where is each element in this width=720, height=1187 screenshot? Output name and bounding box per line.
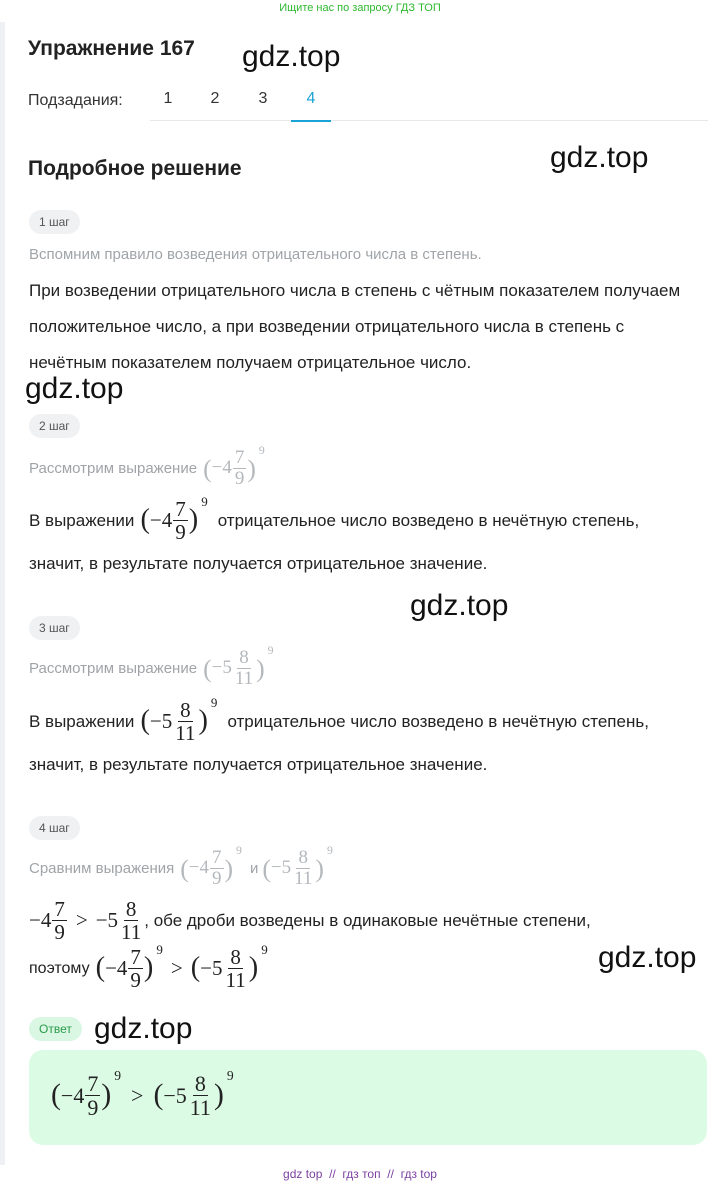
step-chip-4: 4 шаг <box>29 816 80 840</box>
answer-box <box>29 1050 707 1145</box>
watermark: gdz.top <box>410 589 509 622</box>
subtask-tab-2[interactable]: 2 <box>210 90 220 107</box>
answer-chip: Ответ <box>29 1017 82 1041</box>
watermark: gdz.top <box>25 372 124 405</box>
step-hint-2-text: Рассмотрим выражение <box>29 459 198 477</box>
step-hint-4 <box>29 844 333 889</box>
step-hint-4-and: и <box>249 859 259 877</box>
subtask-tab-3[interactable]: 3 <box>258 90 268 107</box>
subtask-tab-1[interactable]: 1 <box>163 90 173 107</box>
footer-links[interactable]: gdz top // гдз топ // гдз top <box>283 1167 437 1181</box>
math-expr-a: ( − 4 $\frac{7}{9}$ ) 9 <box>140 494 208 545</box>
step-text-4-line1: − 4 $\frac{7}{9}$ > − 5 $\frac{8}{11}$ , обе дроби возведены в одинаковые нечётные степени, <box>29 897 591 945</box>
step-text-3-line2: значит, в результате получается отрицательное значение. <box>29 755 488 774</box>
step-hint-4-text: Сравним выражения <box>29 859 175 877</box>
step-text-2-line2: значит, в результате получается отрицательное значение. <box>29 554 488 573</box>
watermark: gdz.top <box>242 40 341 73</box>
solution-heading: Подробное решение <box>28 157 242 180</box>
step-text-2-line1: В выражении ( − 4 $\frac{7}{9}$ ) 9 отрицательное число возведено в нечётную степень, <box>29 494 640 545</box>
step-text-3-line1: В выражении ( − 5 $\frac{8}{11}$ ) 9 отрицательное число возведено в нечётную степень, <box>29 695 649 746</box>
watermark: gdz.top <box>598 941 697 974</box>
step-chip-2: 2 шаг <box>29 414 80 438</box>
math-expr-b: ( − 5 $\frac{8}{11}$ ) 9 <box>262 844 333 889</box>
step-chip-1: 1 шаг <box>29 210 80 234</box>
step-text-4-line2: поэтому ( − 4 $\frac{7}{9}$ ) 9 > ( − 5 $\frac{8}{11}$ ) 9 <box>29 942 268 993</box>
search-banner[interactable]: Ищите нас по запросу ГДЗ ТОП <box>279 2 441 14</box>
step-chip-3: 3 шаг <box>29 616 80 640</box>
watermark: gdz.top <box>94 1012 193 1045</box>
left-border-strip <box>0 22 5 1165</box>
exercise-title: Упражнение 167 <box>28 37 195 60</box>
math-expr-a: ( − 4 $\frac{7}{9}$ ) 9 <box>180 844 242 889</box>
math-compare: ( − 4 $\frac{7}{9}$ ) 9 > ( − 5 $\frac{8}{11}$ ) 9 <box>95 942 268 993</box>
step-hint-3-text: Рассмотрим выражение <box>29 659 198 677</box>
subtask-tab-4[interactable]: 4 <box>291 90 331 122</box>
math-compare-unbracketed: − 4 $\frac{7}{9}$ > − 5 $\frac{8}{11}$ <box>29 897 142 945</box>
step-hint-1: Вспомним правило возведения отрицательного числа в степень. <box>29 246 482 263</box>
watermark: gdz.top <box>550 141 649 174</box>
math-expr-b: ( − 5 $\frac{8}{11}$ ) 9 <box>140 695 218 746</box>
step-hint-3 <box>29 644 274 689</box>
step-text-1: При возведении отрицательного числа в степень с чётным показателем получаем положительное число, а при возведении отрицательного числа в степень с нечётным показателем получаем отрицательное число. <box>29 281 681 372</box>
step-hint-2 <box>29 444 265 489</box>
subtasks-nav <box>28 88 708 122</box>
answer-expression: ( − 4 $\frac{7}{9}$ ) 9 > ( − 5 $\frac{8}{11}$ ) 9 <box>51 1068 234 1121</box>
subtasks-label: Подзадания: <box>28 92 123 109</box>
math-expr-b: ( − 5 $\frac{8}{11}$ ) 9 <box>203 644 274 689</box>
math-expr-a: ( − 4 $\frac{7}{9}$ ) 9 <box>203 444 265 489</box>
